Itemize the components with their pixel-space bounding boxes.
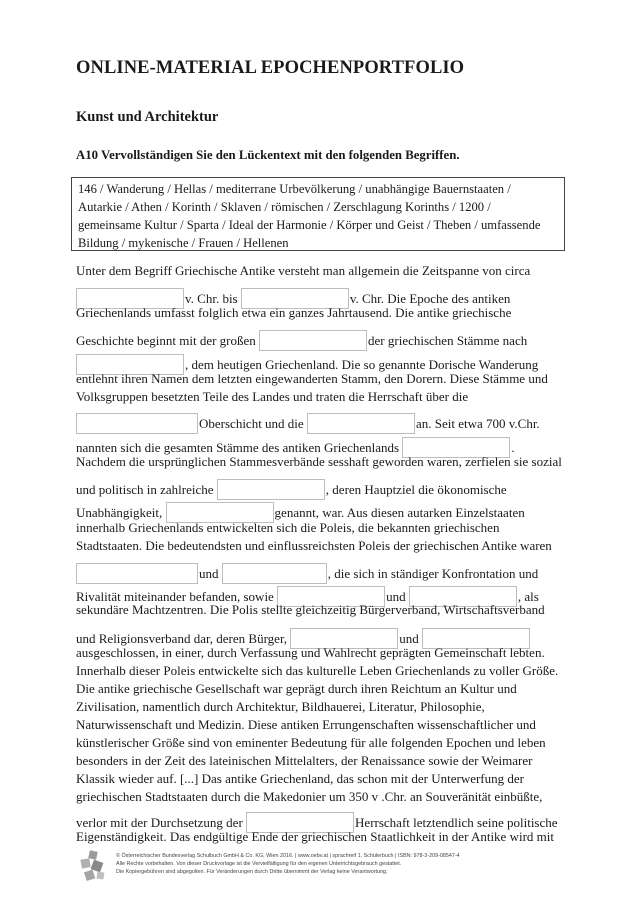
text-line (76, 626, 531, 647)
text-span: Zivilisation, namentlich durch Architektur, Bildhauerei, Literatur, Philosophie, (76, 699, 485, 714)
text-span: und Religionsverband dar, deren Bürger, (76, 631, 287, 646)
puzzle-logo-icon (78, 850, 108, 882)
text-line (76, 681, 517, 697)
text-line (76, 520, 499, 536)
page-title: ONLINE-MATERIAL EPOCHENPORTFOLIO (76, 58, 465, 78)
gap-field[interactable] (217, 479, 325, 500)
text-line (76, 829, 554, 845)
page-footer (78, 850, 598, 884)
word-bank-line: 146 / Wanderung / Hellas / mediterrane Urbevölkerung / unabhängige Bauernstaaten / (78, 182, 511, 196)
word-bank-line: Autarkie / Athen / Korinth / Sklaven / römischen / Zerschlagung Korinths / 1200 / (78, 200, 491, 214)
text-span: und (386, 589, 406, 604)
text-line (76, 389, 468, 405)
text-span: innerhalb Griechenlands entwickelten sich die Poleis, die bekannten griechischen (76, 520, 500, 535)
text-span: , dem heutigen Griechenland. Die so genannte Dorische Wanderung (185, 357, 539, 372)
text-span: genannt, war. Aus diesen autarken Einzelstaaten (274, 505, 525, 520)
text-line (76, 789, 542, 805)
text-line (76, 328, 527, 349)
task-instruction: A10 Vervollständigen Sie den Lückentext mit den folgenden Begriffen. (76, 148, 460, 162)
text-span: , deren Hauptziel die ökonomische (325, 482, 507, 497)
word-bank-line: gemeinsame Kultur / Sparta / Ideal der Harmonie / Körper und Geist / Theben / umfassende (78, 218, 541, 232)
text-span: Nachdem die ursprünglichen Stammesverbände sesshaft geworden waren, zerfielen sie sozial (76, 454, 562, 469)
text-line (76, 435, 515, 456)
text-span: Herrschaft letztendlich seine politische (355, 815, 558, 830)
text-span: griechischen Stadtstaaten durch die Makedonier um 350 v .Chr. an Souveränität einbüßte, (76, 789, 543, 804)
text-line (76, 810, 558, 831)
text-span: , als (517, 589, 539, 604)
text-span: entlehnt ihren Namen dem letzten eingewanderten Stamm, den Dorern. Diese Stämme und (76, 371, 548, 386)
text-span: Griechenlands umfasst folglich etwa ein ganzes Jahrtausend. Die antike griechische (76, 305, 512, 320)
footer-line: Alle Rechte vorbehalten. Von dieser Druckvorlage ist die Vervielfältigung für den eigenen Unterrichtsgebrauch gestattet. (116, 861, 402, 867)
text-span: und politisch in zahlreiche (76, 482, 214, 497)
text-span: nannten sich die gesamten Stämme des antiken Griechenlands (76, 440, 400, 455)
text-span: Rivalität miteinander befanden, sowie (76, 589, 274, 604)
text-span: . (511, 440, 515, 455)
text-span: Die antike griechische Gesellschaft war geprägt durch ihren Reichtum an Kultur und (76, 681, 517, 696)
gap-field[interactable] (76, 563, 198, 584)
text-span: Klassik wieder auf. [...] Das antike Griechenland, das schon mit der Unterwerfung der (76, 771, 524, 786)
text-span: v. Chr. bis (185, 291, 238, 306)
section-title: Kunst und Architektur (76, 109, 219, 125)
text-span: künstlerischer Größe sind von eminenter Bedeutung für alle folgenden Epochen und leben (76, 735, 546, 750)
text-span: an. Seit etwa 700 v.Chr. (415, 416, 540, 431)
footer-text (116, 852, 460, 876)
text-line (76, 645, 545, 661)
text-line (76, 371, 548, 387)
text-line (76, 663, 558, 679)
text-span: ausgeschlossen, in einer, durch Verfassung und Wahlrecht geprägten Gemeinschaft lebten. (76, 645, 545, 660)
gap-field[interactable] (76, 413, 198, 434)
text-span: und (199, 566, 219, 581)
text-line (76, 500, 525, 521)
text-span: sekundäre Machtzentren. Die Polis stellte gleichzeitig Bürgerverband, Wirtschaftsverband (76, 602, 545, 617)
footer-line: Die Kopiergebühren sind abgegolten. Für Veränderungen durch Dritte übernimmt der Verlag keine Verantwortung. (116, 869, 388, 875)
text-line (76, 771, 524, 787)
text-span: Naturwissenschaft und Medizin. Diese antiken Errungenschaften wissenschaftlicher und (76, 717, 536, 732)
text-span: Stadtstaaten. Die bedeutendsten und einflussreichsten Poleis der griechischen Antike waren (76, 538, 552, 553)
text-line (76, 305, 511, 321)
text-span: verlor mit der Durchsetzung der (76, 815, 243, 830)
text-line (76, 699, 485, 715)
text-span: Unabhängigkeit, (76, 505, 163, 520)
text-line (76, 286, 510, 307)
text-line (76, 561, 538, 582)
text-line (76, 352, 538, 373)
text-line (76, 602, 545, 618)
text-span: und (399, 631, 419, 646)
text-line (76, 717, 536, 733)
text-line (76, 538, 552, 554)
text-span: Eigenständigkeit. Das endgültige Ende der griechischen Staatlichkeit in der Antike wird mit (76, 829, 554, 844)
word-bank-line: Bildung / mykenische / Frauen / Hellenen (78, 236, 289, 250)
text-span: der griechischen Stämme nach (368, 333, 528, 348)
text-span: Oberschicht und die (199, 416, 304, 431)
gap-field[interactable] (259, 330, 367, 351)
text-span: v. Chr. Die Epoche des antiken (349, 291, 511, 306)
text-line (76, 263, 530, 279)
text-span: Innerhalb dieser Poleis entwickelte sich das kulturelle Leben Griechenlands zu voller Größe. (76, 663, 559, 678)
text-line (76, 753, 532, 769)
text-span: Unter dem Begriff Griechische Antike versteht man allgemein die Zeitspanne von circa (76, 263, 531, 278)
text-line (76, 477, 507, 498)
text-span: Geschichte beginnt mit der großen (76, 333, 256, 348)
text-line (76, 454, 562, 470)
gap-field[interactable] (222, 563, 327, 584)
text-span: besonders in der Zeit des lateinischen Mittelalters, der Renaissance sowie der Weimarer (76, 753, 533, 768)
text-line (76, 735, 546, 751)
text-span: Volksgruppen besetzten Teile des Landes und traten die Herrschaft über die (76, 389, 469, 404)
gap-field[interactable] (307, 413, 415, 434)
word-bank-box (71, 177, 565, 251)
text-line (76, 411, 540, 432)
text-span: , die sich in ständiger Konfrontation und (327, 566, 539, 581)
footer-line: © Österreichischer Bundesverlag Schulbuch GmbH & Co. KG, Wien 2016. | www.oebv.at | sprachreif 1, Schülerbuch | ISBN: 978-3-209-08547-4 (116, 853, 460, 859)
